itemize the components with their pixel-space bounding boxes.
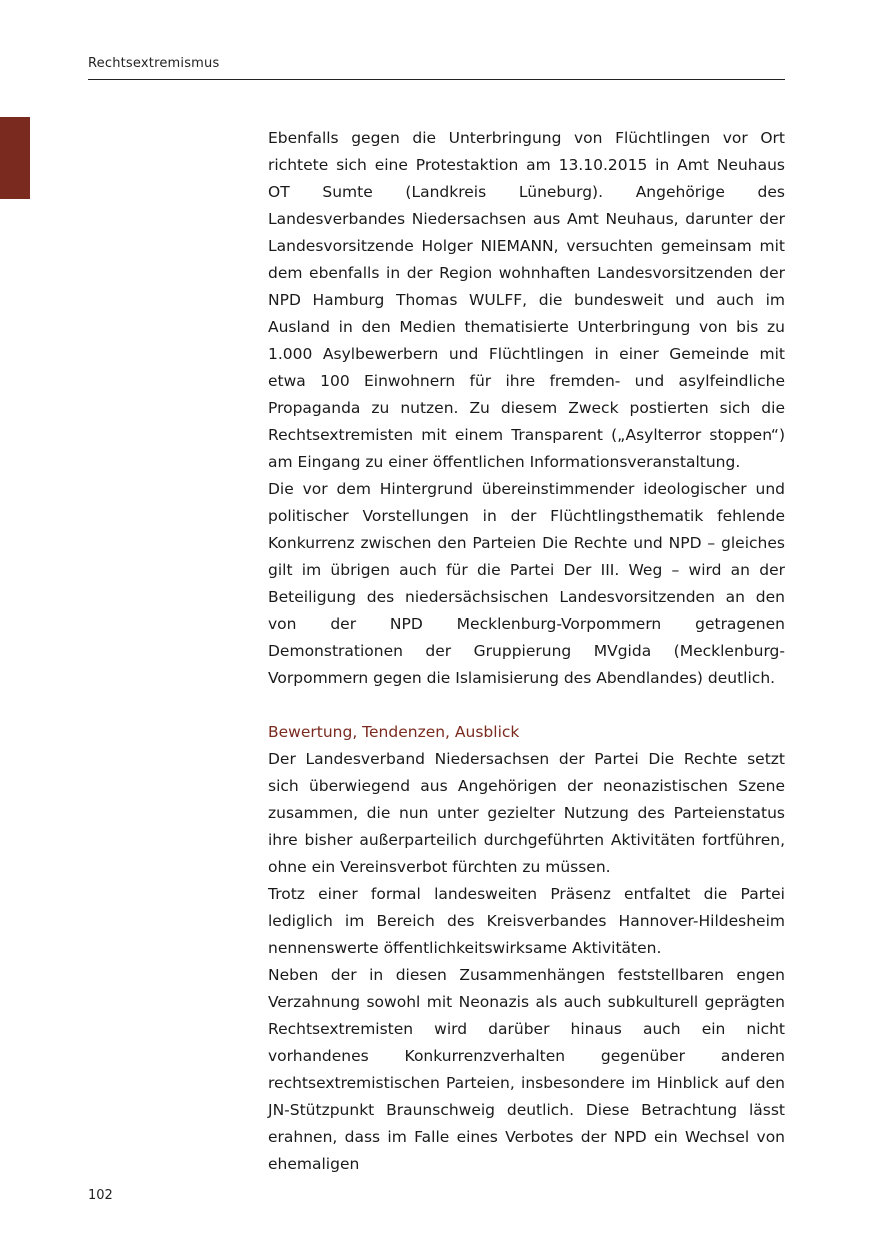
paragraph: Neben der in diesen Zusammenhängen feststellbaren engen Verzahnung sowohl mit Neonazis als auch subkulturell geprägten Rechtsextremisten wird darüber hinaus auch ein nicht vorhandenes Konkurrenzverhalten gegenüber anderen rechtsextremistischen Parteien, insbesondere im Hinblick auf den JN-Stützpunkt Braunschweig deutlich. Diese Betrachtung lässt erahnen, dass im Falle eines Verbotes der NPD ein Wechsel von ehemaligen: [268, 966, 785, 1173]
paragraph: Der Landesverband Niedersachsen der Partei Die Rechte setzt sich überwiegend aus Angehörigen der neonazistischen Szene zusammen, die nun unter gezielter Nutzung des Parteienstatus ihre bisher außerparteilich durchgeführten Aktivitäten fortführen, ohne ein Vereinsverbot fürchten zu müssen.: [268, 750, 785, 876]
body-text: [268, 125, 785, 1178]
paragraph: Die vor dem Hintergrund übereinstimmender ideologischer und politischer Vorstellungen in der Flüchtlingsthematik fehlende Konkurrenz zwischen den Parteien Die Rechte und NPD – gleiches gilt im übrigen auch für die Partei Der III. Weg – wird an der Beteiligung des niedersächsischen Landesvorsitzenden an den von der NPD Mecklenburg-Vorpommern getragenen Demonstrationen der Gruppierung MVgida (Mecklenburg-Vorpommern gegen die Islamisierung des Abendlandes) deutlich.: [268, 480, 785, 687]
chapter-tab-marker: [0, 117, 30, 199]
paragraph: Ebenfalls gegen die Unterbringung von Flüchtlingen vor Ort richtete sich eine Protestaktion am 13.10.2015 in Amt Neuhaus OT Sumte (Landkreis Lüneburg). Angehörige des Landesverbandes Niedersachsen aus Amt Neuhaus, darunter der Landesvorsitzende Holger NIEMANN, versuchten gemeinsam mit dem ebenfalls in der Region wohnhaften Landesvorsitzenden der NPD Hamburg Thomas WULFF, die bundesweit und auch im Ausland in den Medien thematisierte Unterbringung von bis zu 1.000 Asylbewerbern und Flüchtlingen in einer Gemeinde mit etwa 100 Einwohnern für ihre fremden- und asylfeindliche Propaganda zu nutzen. Zu diesem Zweck postierten sich die Rechtsextremisten mit einem Transparent („Asylterror stoppen“) am Eingang zu einer öffentlichen Informationsveranstaltung.: [268, 129, 785, 471]
page-number: 102: [88, 1188, 113, 1203]
running-header: Rechtsextremismus: [88, 56, 220, 71]
paragraph: Trotz einer formal landesweiten Präsenz entfaltet die Partei lediglich im Bereich des Kreisverbandes Hannover-Hildesheim nennenswerte öffentlichkeitswirksame Aktivitäten.: [268, 885, 785, 957]
header-rule: [88, 79, 785, 80]
section-heading: Bewertung, Tendenzen, Ausblick: [268, 723, 520, 741]
